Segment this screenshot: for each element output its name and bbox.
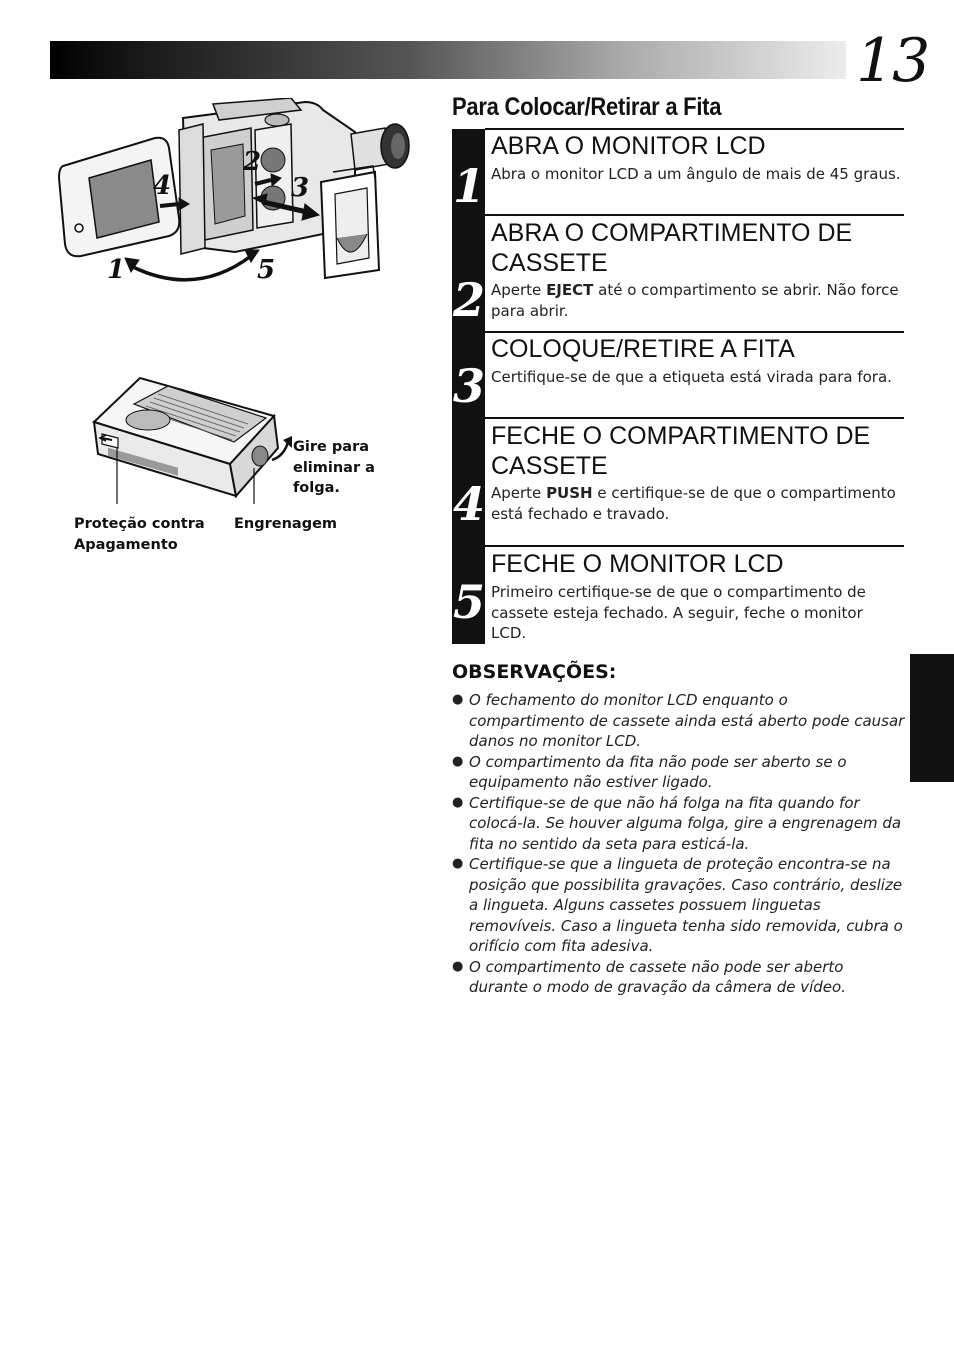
step-2-title-line-1: ABRA O COMPARTIMENTO DE <box>491 219 853 247</box>
label-protection-line-1: Proteção contra <box>74 516 205 532</box>
section-title: Para Colocar/Retirar a Fita <box>452 93 722 121</box>
viewfinder-drawing <box>351 124 409 170</box>
note-item <box>452 752 907 793</box>
step-2-number: 2 <box>452 273 485 327</box>
note-text: O compartimento de cassete não pode ser aberto durante o modo de gravação da câmera de vídeo. <box>469 957 846 996</box>
note-item <box>452 957 907 998</box>
step-3-rule <box>485 331 904 333</box>
label-turn-line-2: eliminar a <box>293 459 375 476</box>
note-text: O fechamento do monitor LCD enquanto o compartimento de cassete ainda está aberto pode causar danos no monitor LCD. <box>469 691 905 750</box>
step-1-number: 1 <box>452 159 485 213</box>
cassette-illustration <box>88 372 298 504</box>
bullet-icon: ● <box>452 958 464 974</box>
step-1-text: Abra o monitor LCD a um ângulo de mais de 45 graus. <box>491 165 901 183</box>
step-2-rule <box>485 214 904 216</box>
step-4-rule <box>485 417 904 419</box>
push-keyword: PUSH <box>546 484 593 502</box>
note-text: O compartimento da fita não pode ser aberto se o equipamento não estiver ligado. <box>469 752 847 791</box>
step-5-text: Primeiro certifique-se de que o compartimento de cassete esteja fechado. A seguir, feche o monitor LCD. <box>491 583 866 642</box>
step-4-text <box>491 483 901 524</box>
label-turn-line-3: folga. <box>293 480 340 496</box>
step-2-text-after: até o compartimento se abrir. Não force para abrir. <box>491 281 899 320</box>
label-gear: Engrenagem <box>234 516 338 532</box>
camcorder-illustration <box>55 98 415 308</box>
note-item <box>452 793 907 855</box>
notes-list <box>452 690 907 998</box>
note-text: Certifique-se de que não há folga na fita quando for colocá-la. Se houver alguma folga, gire a engrenagem da fita no sentido da seta para esticá-la. <box>469 793 902 853</box>
step-5-number: 5 <box>452 575 485 629</box>
step-5-rule <box>485 545 904 547</box>
step-2-title <box>491 218 903 278</box>
chapter-side-tab <box>910 654 954 782</box>
callout-3: 3 <box>291 173 310 203</box>
note-text: Certifique-se que a lingueta de proteção encontra-se na posição que possibilita gravações. Caso contrário, deslize a lingueta. Alguns cassetes possuem linguetas removíveis. Caso a lingueta tenha sido removida, cubra o orifício com fita adesiva. <box>469 855 903 955</box>
callout-1: 1 <box>107 255 126 285</box>
page-number: 13 <box>856 26 929 96</box>
inserted-cassette-drawing <box>321 166 379 278</box>
notes-title: OBSERVAÇÕES: <box>452 661 617 683</box>
label-turn-line-1: Gire para <box>293 439 370 455</box>
step-3-title: COLOQUE/RETIRE A FITA <box>491 335 795 363</box>
step-1-rule <box>485 128 904 130</box>
bullet-icon: ● <box>452 794 464 810</box>
step-3-text: Certifique-se de que a etiqueta está virada para fora. <box>491 368 892 386</box>
callout-2: 2 <box>243 147 262 177</box>
step-4-text-before: Aperte <box>491 484 547 502</box>
label-protection-line-2: Apagamento <box>74 536 178 553</box>
step-4-title-line-1: FECHE O COMPARTIMENTO DE <box>491 422 871 450</box>
step-2-text <box>491 280 901 321</box>
step-4-title-line-2: CASSETE <box>491 452 608 480</box>
step-4-text-after: e certifique-se de que o compartimento está fechado e travado. <box>491 484 896 523</box>
step-2-text-before: Aperte <box>491 281 547 299</box>
step-2-title-line-2: CASSETE <box>491 249 608 277</box>
step-3-number: 3 <box>452 359 485 413</box>
step-5-title: FECHE O MONITOR LCD <box>491 550 784 578</box>
header-gradient-bar <box>50 41 846 79</box>
label-turn-to-remove-slack <box>293 437 375 499</box>
bullet-icon: ● <box>452 692 464 707</box>
eject-keyword: EJECT <box>546 281 594 299</box>
bullet-icon: ● <box>452 753 464 769</box>
step-4-number: 4 <box>452 477 485 531</box>
note-item <box>452 690 907 752</box>
label-erase-protection <box>74 514 205 555</box>
callout-4: 4 <box>153 171 172 201</box>
step-1-title: ABRA O MONITOR LCD <box>491 132 766 160</box>
note-item <box>452 854 907 957</box>
callout-5: 5 <box>257 255 276 285</box>
bullet-icon: ● <box>452 856 464 871</box>
step-4-title <box>491 421 903 481</box>
